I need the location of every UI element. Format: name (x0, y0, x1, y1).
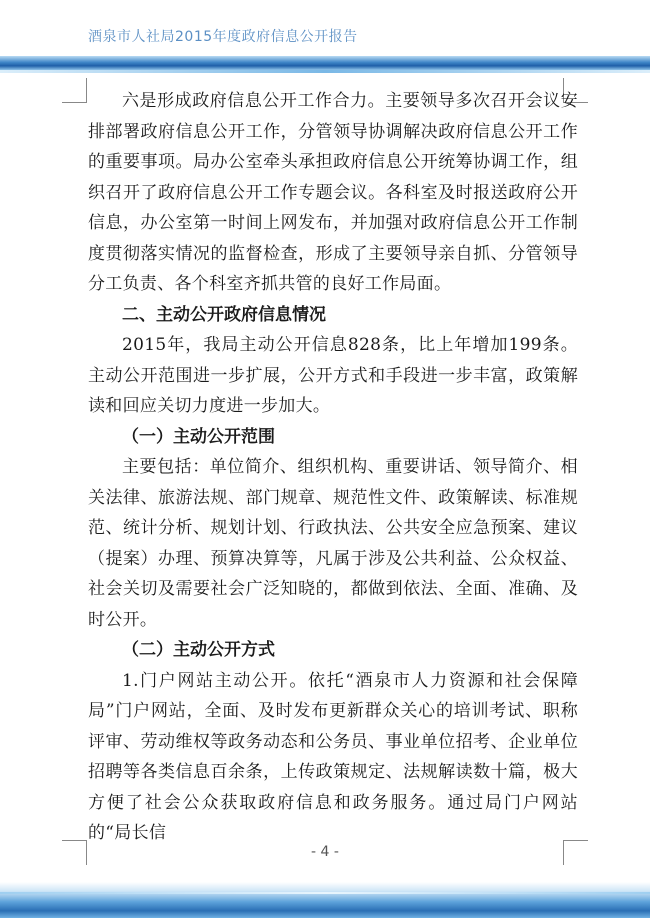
page-number: - 4 - (311, 844, 339, 860)
footer-band (0, 882, 650, 918)
subheading-scope: （一）主动公开范围 (122, 426, 275, 447)
section-heading-2: 二、主动公开政府信息情况 (122, 304, 326, 325)
paragraph-2: 2015年，我局主动公开信息828条，比上年增加199条。主动公开范围进一步扩展，公开方式和手段进一步丰富，政策解读和回应关切力度进一步加大。 (88, 335, 578, 416)
header-band (0, 56, 650, 70)
header-title: 酒泉市人社局2015年度政府信息公开报告 (88, 29, 358, 45)
paragraph-1: 六是形成政府信息公开工作合力。主要领导多次召开会议安排部署政府信息公开工作，分管领导协调解决政府信息公开工作的重要事项。局办公室牵头承担政府信息公开统筹协调工作，组织召开了政府信息公开工作专题会议。各科室及时报送政府公开信息，办公室第一时间上网发布，并加强对政府信息公开工作制度贯彻落实情况的监督检查，形成了主要领导亲自抓、分管领导分工负责、各个科室齐抓共管的良好工作局面。 (88, 91, 578, 294)
subheading-methods: （二）主动公开方式 (122, 640, 275, 660)
corner-mark-top-left (62, 78, 87, 103)
paragraph-3: 主要包括：单位简介、组织机构、重要讲话、领导简介、相关法律、旅游法规、部门规章、规范性文件、政策解读、标准规范、统计分析、规划计划、行政执法、公共安全应急预案、建议（提案）办理、预算决算等，凡属于涉及公共利益、公众权益、社会关切及需要社会广泛知晓的，都做到依法、全面、准确、及时公开。 (88, 457, 578, 630)
page-content (88, 86, 578, 849)
paragraph-4: 1.门户网站主动公开。依托“酒泉市人力资源和社会保障局”门户网站，全面、及时发布更新群众关心的培训考试、职称评审、劳动维权等政务动态和公务员、事业单位招考、企业单位招聘等各类信息百余条，上传政策规定、法规解读数十篇，极大方便了社会公众获取政府信息和政务服务。通过局门户网站的“局长信 (88, 670, 578, 843)
